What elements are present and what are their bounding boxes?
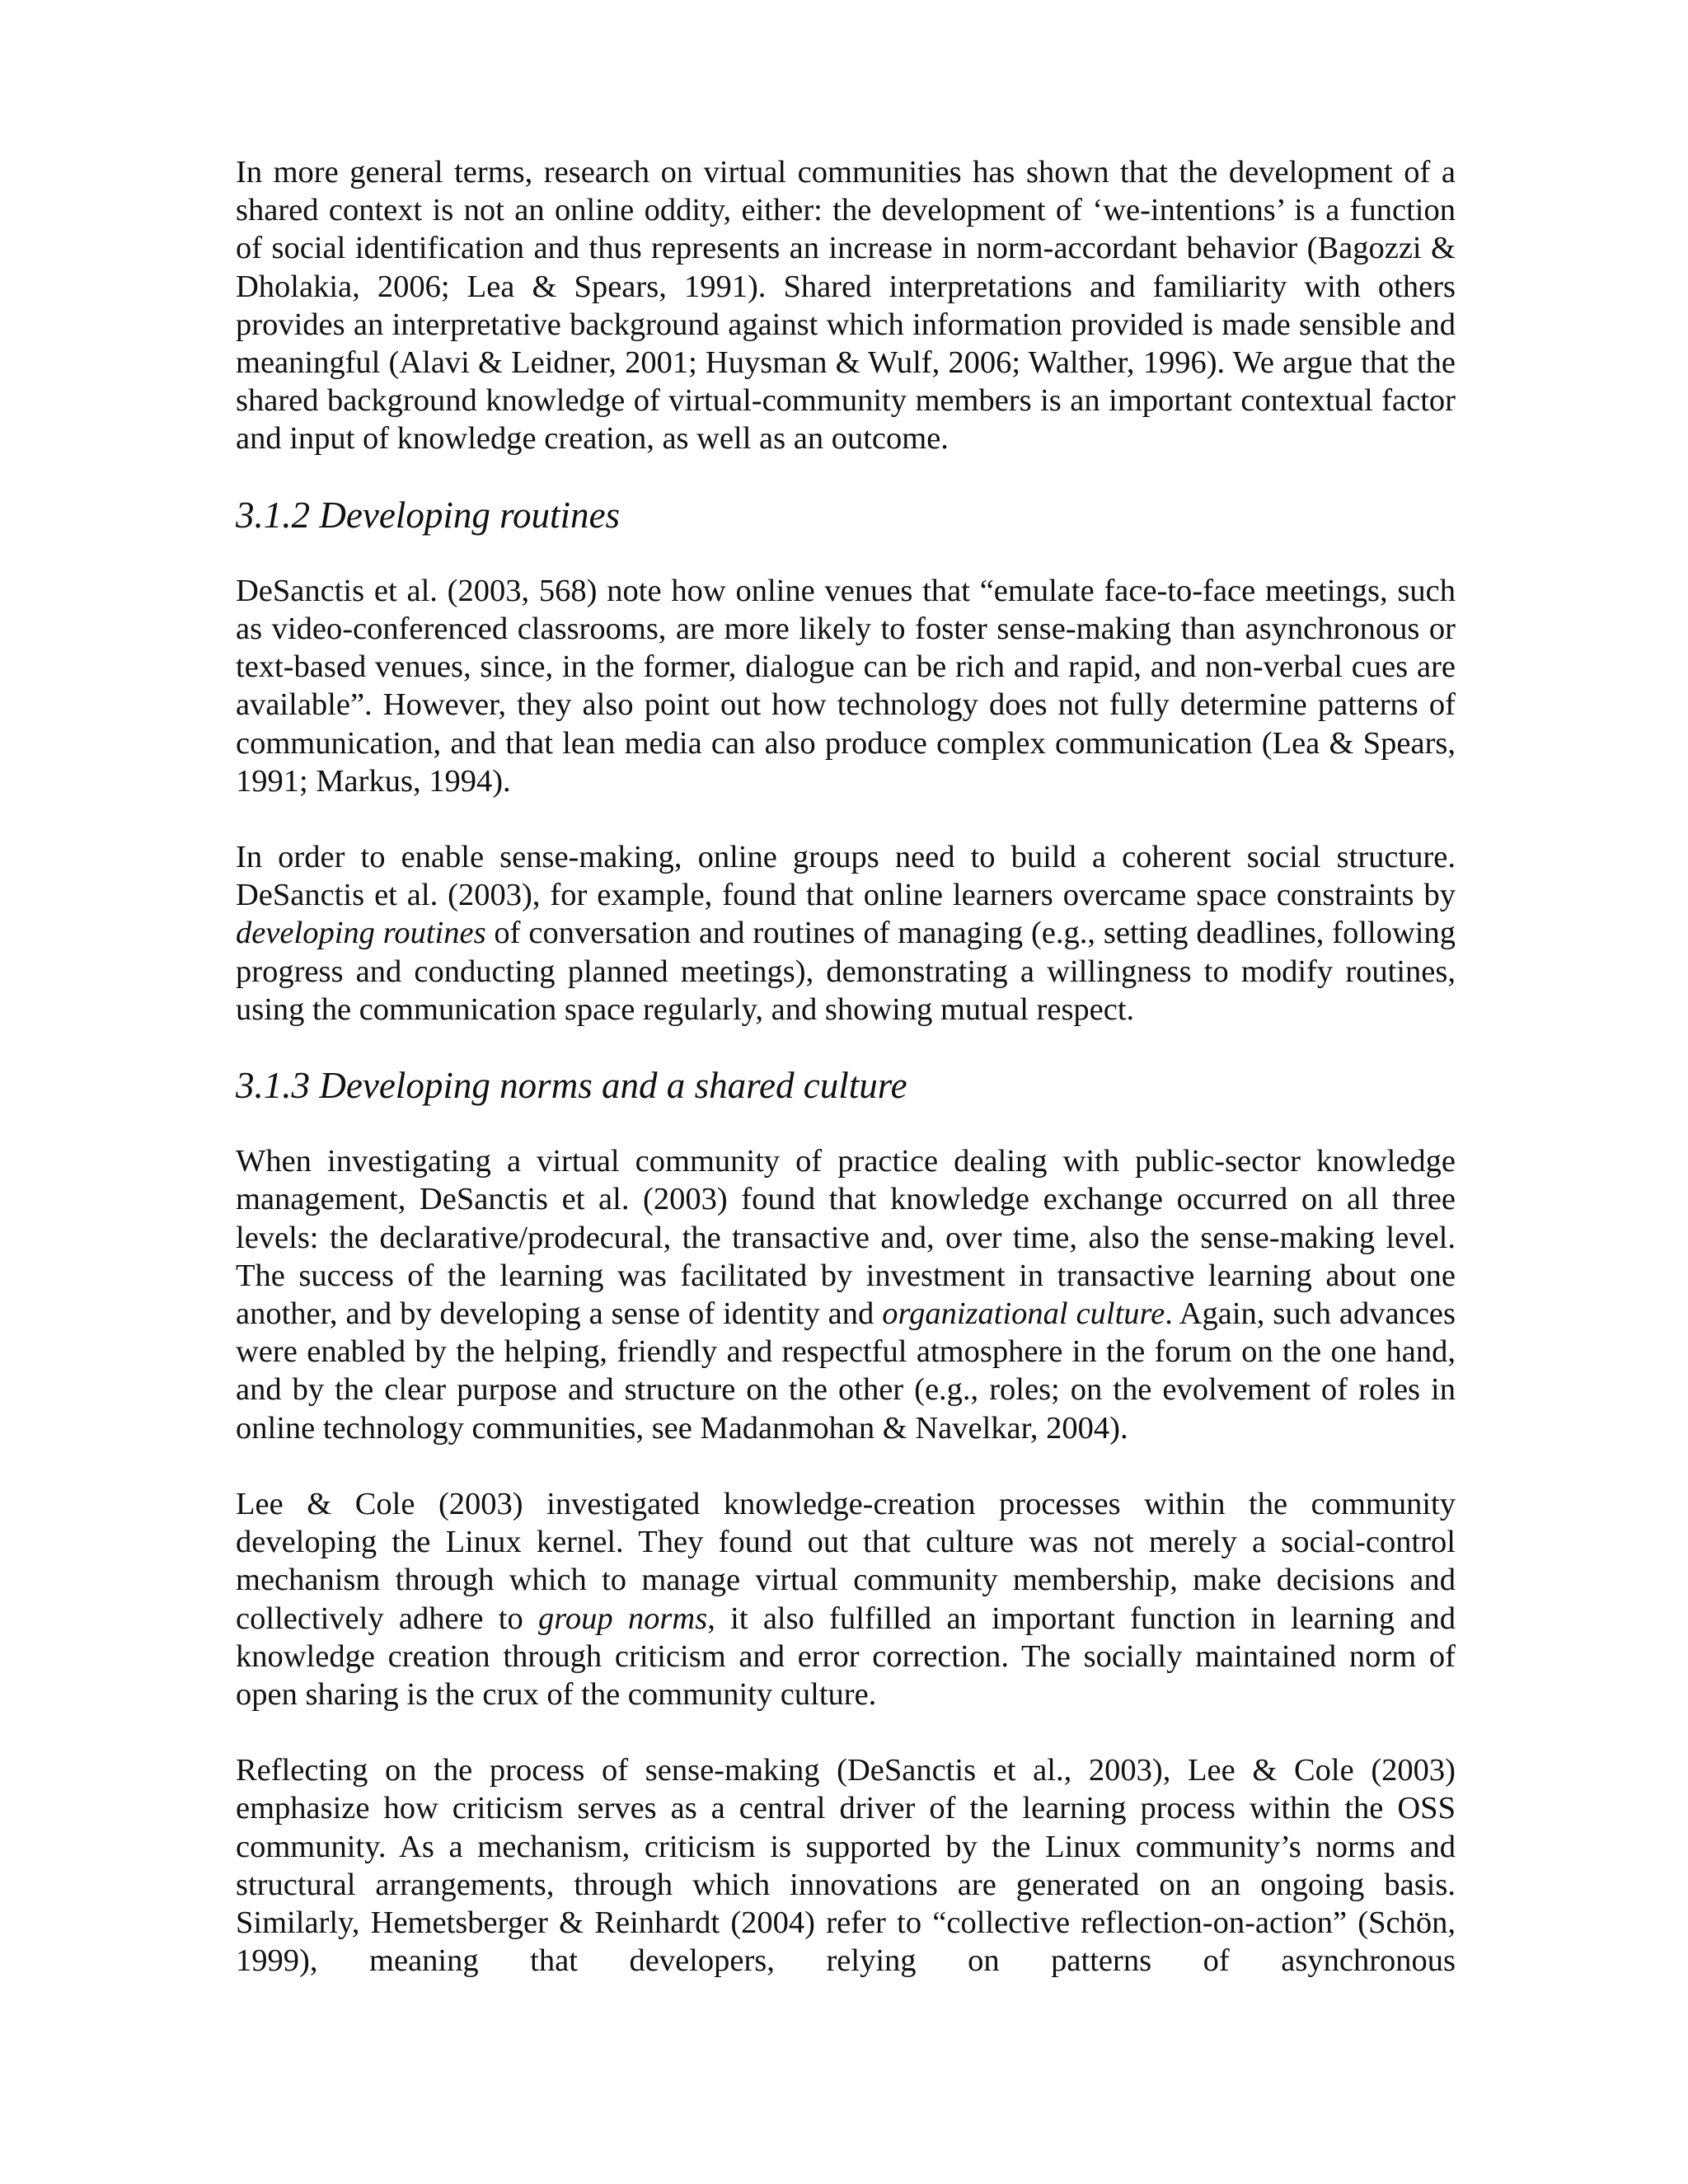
emphasis-developing-routines: developing routines bbox=[236, 916, 486, 951]
emphasis-group-norms: group norms bbox=[538, 1601, 708, 1636]
paragraph-desanctis-venues: DeSanctis et al. (2003, 568) note how online venues that “emulate face-to-face meetings, such as video-conferenced classrooms, are more likely to foster sense-making than asynchronous or text-based venues, since, in the former, dialogue can be rich and rapid, and non-verbal cues are available”. However, they also point out how technology does not fully determine patterns of communication, and that lean media can also produce complex communication (Lea & Spears, 1991; Markus, 1994). bbox=[236, 573, 1456, 799]
emphasis-organizational-culture: organizational culture bbox=[882, 1296, 1165, 1332]
paragraph-sense-making-structure bbox=[236, 838, 1456, 1029]
paragraph-criticism-driver: Reflecting on the process of sense-making (DeSanctis et al., 2003), Lee & Cole (2003) emphasize how criticism serves as a central driver of the learning process within the OSS community. As a mechanism, criticism is supported by the Linux community’s norms and structural arrangements, through which innovations are generated on an ongoing basis. Similarly, Hemetsberger & Reinhardt (2004) refer to “collective reflection-on-action” (Schön, 1999), meaning that developers, relying on patterns of asynchronous bbox=[236, 1753, 1456, 1979]
paragraph-linux-kernel-culture bbox=[236, 1485, 1456, 1713]
paragraph-public-sector-community bbox=[236, 1142, 1456, 1447]
text-run: of conversation and routines of managing (e.g., setting deadlines, following progress and conducting planned meetings), demonstrating a willingness to modify routines, using the communication space regularly, and showing mutual respect. bbox=[236, 916, 1456, 1027]
text-run: , it also fulfilled an important function in learning and knowledge creation through criticism and error correction. The socially maintained norm of open sharing is the crux of the community culture. bbox=[236, 1601, 1456, 1712]
text-run: In order to enable sense-making, online groups need to build a coherent social structure. DeSanctis et al. (2003), for example, found that online learners overcame space constraints by bbox=[236, 840, 1456, 913]
text-run: Lee & Cole (2003) investigated knowledge-creation processes within the community developing the Linux kernel. They found out that culture was not merely a social-control mechanism through which to manage virtual community membership, make decisions and collectively adhere to bbox=[236, 1486, 1456, 1636]
text-run: When investigating a virtual community of practice dealing with public-sector knowledge management, DeSanctis et al. (2003) found that knowledge exchange occurred on all three levels: the declarative/prodecural, the transactive and, over time, also the sense-making level. The success of the learning was facilitated by investment in transactive learning about one another, and by developing a sense of identity and bbox=[236, 1144, 1456, 1332]
document-page bbox=[236, 153, 1456, 1980]
section-heading-developing-routines: 3.1.2 Developing routines bbox=[236, 494, 621, 536]
section-heading-developing-norms: 3.1.3 Developing norms and a shared culture bbox=[236, 1065, 907, 1107]
text-run: . Again, such advances were enabled by the helping, friendly and respectful atmosphere in the forum on the one hand, and by the clear purpose and structure on the other (e.g., roles; on the evolvement of roles in online technology communities, see Madanmohan & Navelkar, 2004). bbox=[236, 1296, 1456, 1446]
paragraph-shared-context: In more general terms, research on virtual communities has shown that the development of a shared context is not an online oddity, either: the development of ‘we-intentions’ is a function of social identification and thus represents an increase in norm-accordant behavior (Bagozzi & Dholakia, 2006; Lea & Spears, 1991). Shared interpretations and familiarity with others provides an interpretative background against which information provided is made sensible and meaningful (Alavi & Leidner, 2001; Huysman & Wulf, 2006; Walther, 1996). We argue that the shared background knowledge of virtual-community members is an important contextual factor and input of knowledge creation, as well as an outcome. bbox=[236, 155, 1456, 457]
